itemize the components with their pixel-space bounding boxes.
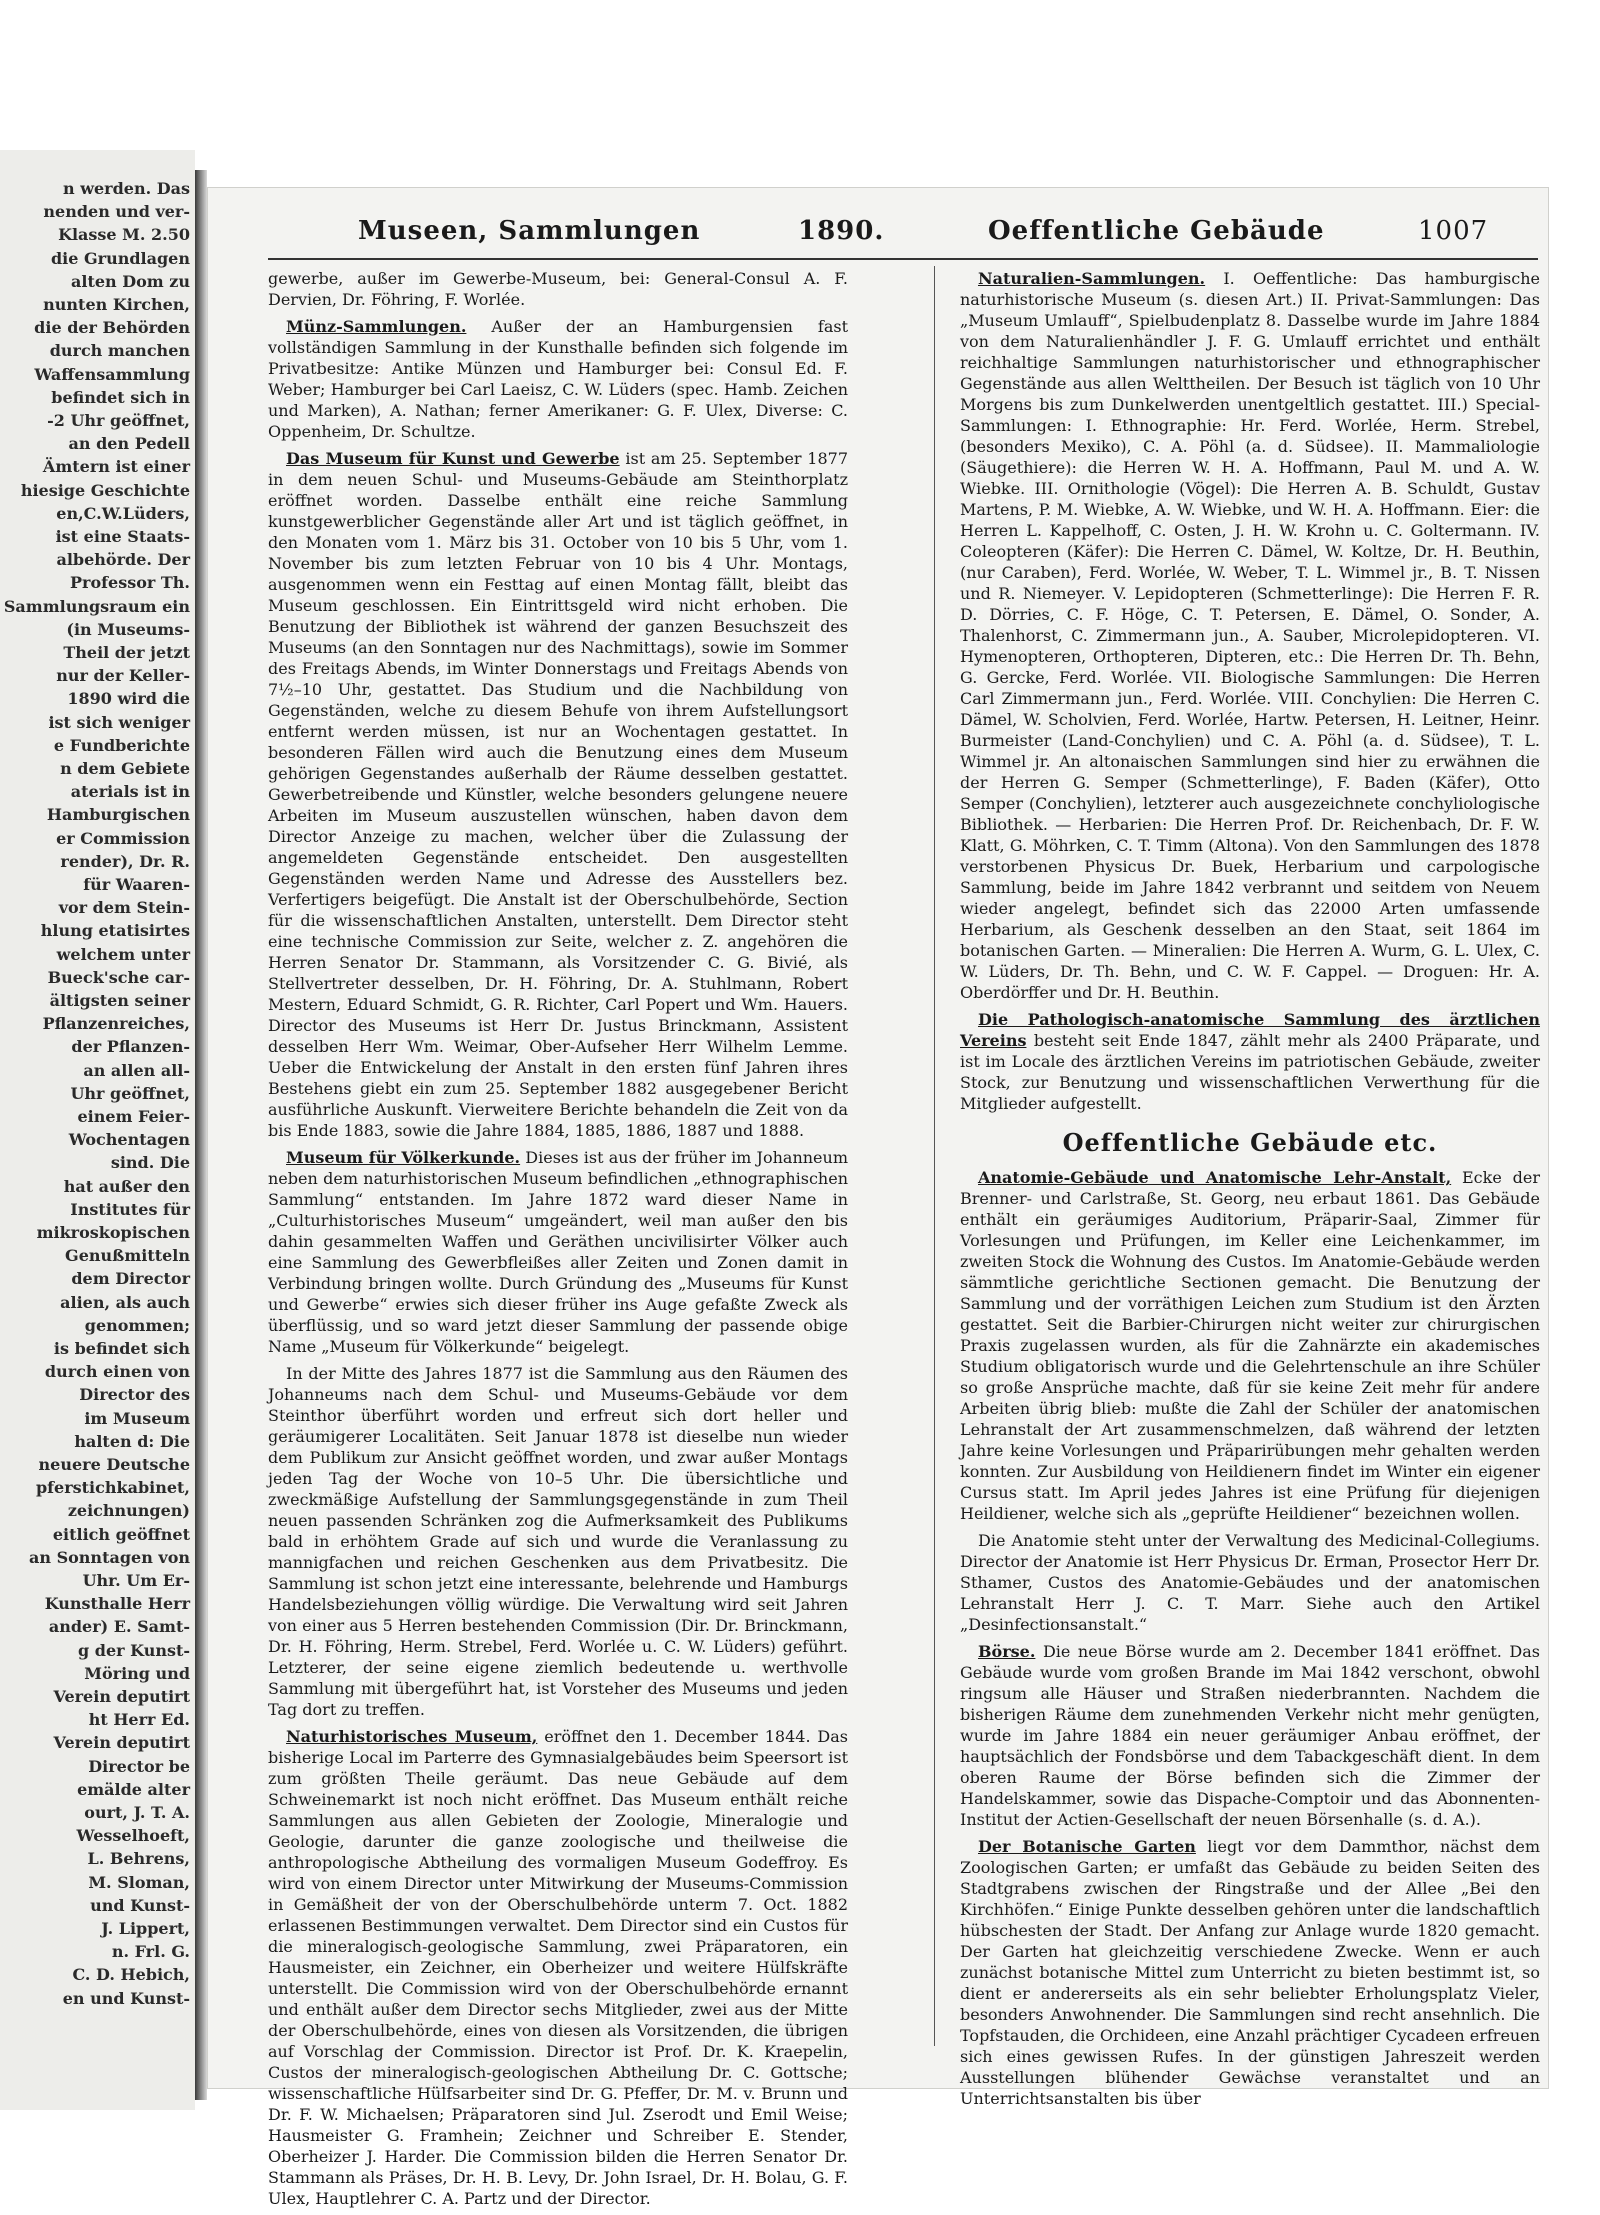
paragraph-lead: Münz-Sammlungen. <box>286 317 467 336</box>
left-page-line: e Fundberichte <box>53 735 190 755</box>
left-page-line: nur der Keller- <box>56 666 190 686</box>
left-page-line: en,C.W.Lüders, <box>56 503 190 523</box>
section-title: Oeffentliche Gebäude etc. <box>1062 1128 1438 1157</box>
paragraph-lead: Der Botanische Garten <box>978 1837 1196 1856</box>
left-page-line: Möring und <box>84 1663 190 1683</box>
paragraph <box>268 448 848 1141</box>
left-page-line: die der Behörden <box>34 318 190 338</box>
paragraph-text: Die Anatomie steht unter der Verwaltung des Medicinal-Collegiums. Director der Anatomie ist Herr Physicus Dr. Erman, Prosector Herr Dr. Sthamer, Custos des Anatomie-Gebäudes und der anatomischen Lehranstalt Herr J. C. T. Marr. Siehe auch den Artikel „Desinfectionsanstalt.“ <box>960 1531 1540 1634</box>
paragraph <box>960 1009 1540 1114</box>
right-page <box>208 188 1548 2208</box>
left-page-line: albehörde. Der <box>56 550 190 570</box>
left-page-line: Genußmitteln <box>65 1246 190 1266</box>
paragraph-text: Dieses ist aus der früher im Johanneum neben dem naturhistorischen Museum befindlichen „ethnographischen Sammlung“ entstanden. Im Jahre 1872 ward dieser Name in „Culturhistorisches Museum“ umgeändert, weil man außer den bis dahin gesammelten Waffen und Geräthen uncivilisirter Völker auch eine Sammlung des Gewerbfleißes aller Zeiten und Zonen damit in Verbindung bringen wollte. Durch Gründung des „Museums für Kunst und Gewerbe“ erwies sich dieser früher ins Auge gefaßte Zweck als überflüssig, und so ward jetzt dieser Sammlung der passende obige Name „Museum für Völkerkunde“ beigelegt. <box>268 1148 848 1356</box>
left-page-line: an den Pedell <box>68 434 190 454</box>
paragraph <box>960 1530 1540 1635</box>
left-page-line: durch manchen <box>49 341 190 361</box>
left-page-line: im Museum <box>84 1408 190 1428</box>
left-page-line: neuere Deutsche <box>38 1455 190 1474</box>
left-page-line: befindet sich in <box>51 387 190 407</box>
paragraph-text: eröffnet den 1. December 1844. Das bisherige Local im Parterre des Gymnasialgebäudes beim Speersort ist zum größten Theile geräumt. Das neue Gebäude auf dem Schweinemarkt ist noch nicht eröffnet. Das Museum enthält reiche Sammlungen aus allen Gebieten der Zoologie, Mineralogie und Geologie, darunter die ganze zoologische und theilweise die anthropologische Abtheilung des vormaligen Museum Godeffroy. Es wird von einem Director unter Mitwirkung der Museums-Commission in Gemäßheit der von der Oberschulbehörde unterm 7. Oct. 1882 erlassenen Bestimmungen verwaltet. Dem Director sind ein Custos für die mineralogisch-geologische Sammlung, zwei Präparatoren, ein Hausmeister, ein Zeichner, ein Oberheizer und weitere Hülfskräfte unterstellt. Die Commission wird von der Oberschulbehörde ernannt und enthält außer dem Director sechs Mitglieder, zwei aus der Mitte der Oberschulbehörde, eines von diesen als Vorsitzenden, die übrigen auf Vorschlag der Commission. Director ist Prof. Dr. K. Kraepelin, Custos der mineralogisch-geologischen Abtheilung Dr. C. Gottsche; wissenschaftliche Hülfsarbeiter sind Dr. G. Pfeffer, Dr. M. v. Brunn und Dr. F. W. Michaelsen; Präparatoren sind Jul. Zserodt und Emil Weise; Hausmeister G. Framhein; Zeichner und Schreiber E. Stender, Oberheizer J. Harder. Die Commission bilden die Herren Senator Dr. Stammann als Präses, Dr. H. B. Levy, Dr. John Israel, Dr. H. Bolau, G. F. Ulex, Hauptlehrer C. A. Partz und der Director. <box>268 1727 848 2208</box>
left-page-line: is befindet sich <box>53 1339 190 1358</box>
left-page-line: Wesselhoeft, <box>76 1826 190 1846</box>
left-page-line: Institutes für <box>70 1199 190 1219</box>
paragraph <box>960 1836 1540 2109</box>
left-page-line: nunten Kirchen, <box>43 295 190 314</box>
left-page-line: n dem Gebiete <box>60 759 190 778</box>
left-page-line: eitlich geöffnet <box>52 1524 190 1544</box>
paragraph-text: ist am 25. September 1877 in dem neuen Schul- und Museums-Gebäude am Steinthorplatz eröffnet worden. Dasselbe enthält eine reiche Sammlung kunstgewerblicher Gegenstände aller Art und ist täglich geöffnet, in den Monaten vom 1. März bis 31. October von 10 bis 5 Uhr, vom 1. November bis zum letzten Februar von 10 bis 4 Uhr. Montags, ausgenommen wenn ein Festtag auf einen Montag fällt, bleibt das Museum geschlossen. Ein Eintrittsgeld wird nicht erhoben. Die Benutzung der Bibliothek ist während der ganzen Besuchszeit des Museums (an den Sonntagen nur des Nachmittags), sowie im Sommer des Freitags Abends, im Winter Donnerstags und Freitags Abends von 7½–10 Uhr, gestattet. Das Studium und die Nachbildung von Gegenständen, welche zu diesem Behufe von ihrem Aufstellungsort entfernt werden müssen, ist nur an Wochentagen gestattet. In besonderen Fällen wird auch die Benutzung eines dem Museum gehörigen Gegenstandes außerhalb der Räume desselben gestattet. Gewerbetreibende und Künstler, welche besonders gelungene neuere Arbeiten im Museum auszustellen wünschen, haben davon dem Director Anzeige zu machen, welcher über die Zulassung der angemeldeten Gegenstände entscheidet. Den ausgestellten Gegenständen werden Name und Adresse des Ausstellers bez. Verfertigers beigefügt. Die Anstalt ist der Oberschulbehörde, Section für die wissenschaftlichen Anstalten, unterstellt. Dem Director steht eine technische Commission zur Seite, welcher z. Z. angehören die Herren Senator Dr. Stammann, als Vorsitzender C. G. Bivié, als Stellvertreter desselben, Dr. H. Föhring, Dr. A. Stuhlmann, Robert Mestern, Eduard Schmidt, G. R. Richter, Carl Popert und Wm. Hauers. Director des Museums ist Herr Dr. Justus Brinckmann, Assistent desselben Herr Wm. Weimar, Ober-Aufseher Herr Wilhelm Lemme. Ueber die Entwickelung der Anstalt in den ersten fünf Jahren ihres Bestehens giebt ein zum 25. September 1882 ausgegebener Bericht ausführliche Auskunft. Vierweitere Berichte behandeln die Zeit von da bis Ende 1883, sowie die Jahre 1884, 1885, 1886, 1887 und 1888. <box>268 449 849 1140</box>
paragraph-text: Außer der an Hamburgensien fast vollständigen Sammlung in der Kunsthalle befinden sich folgende im Privatbesitze: Antike Münzen und Hamburger bei: Consul Ed. F. Weber; Hamburger bei Carl Laeisz, C. W. Lüders (spec. Hamb. Zeichen und Marken), A. Nathan; ferner Amerikaner: G. F. Ulex, Diverse: C. Oppenheim, Dr. Schultze. <box>268 317 848 441</box>
left-page-line: an Sonntagen von <box>29 1547 190 1567</box>
left-page-line: g der Kunst- <box>78 1640 190 1660</box>
left-page-line: nenden und ver- <box>43 202 190 222</box>
left-column <box>268 268 848 2215</box>
header-rule <box>268 258 1538 260</box>
left-page-line: die Grundlagen <box>50 248 190 268</box>
paragraph-text: liegt vor dem Dammthor, nächst dem Zoologischen Garten; er umfaßt das Gebäude zu beiden Seiten des Stadtgrabens zwischen der Ringstraße und der Allee „Bei den Kirchhöfen.“ Einige Punkte desselben gehören unter die landschaftlich hübschesten der Stadt. Der Anfang zur Anlage wurde 1820 gemacht. Der Garten hat gleichzeitig verschiedene Zwecke. Wenn er auch zunächst botanische Mittel zum Unterricht zu bieten bestimmt ist, so dient er andererseits als ein sehr beliebter Erholungsplatz Vieler, besonders Anwohnender. Die Sammlungen sind recht ansehnlich. Die Topfstauden, die Orchideen, eine Anzahl prächtiger Cycadeen erfreuen sich eines gewissen Rufes. In der günstigen Jahreszeit werden Ausstellungen blühender Gewächse veranstaltet und an Unterrichtsanstalten bis über <box>960 1837 1540 2108</box>
left-page-line: hlung etatisirtes <box>40 921 190 941</box>
right-column-top <box>960 268 1540 1114</box>
left-page-line: M. Sloman, <box>88 1872 190 1892</box>
left-page-line: emälde alter <box>77 1779 190 1799</box>
left-page-line: Verein deputirt <box>53 1733 190 1753</box>
left-page-line: an allen all- <box>83 1060 190 1080</box>
right-column <box>960 268 1540 2115</box>
paragraph <box>960 1167 1540 1524</box>
left-page-line: zeichnungen) <box>67 1501 190 1521</box>
paragraph <box>268 1363 848 1720</box>
left-page-line: ht Herr Ed. <box>88 1710 190 1730</box>
left-page-line: sind. Die <box>110 1153 190 1173</box>
paragraph-lead: Das Museum für Kunst und Gewerbe <box>286 449 620 468</box>
left-page-line: ältigsten seiner <box>49 991 190 1010</box>
paragraph-lead: Museum für Völkerkunde. <box>286 1148 521 1167</box>
left-page-line: Uhr. Um Er- <box>82 1571 190 1590</box>
left-page-line: (in Museums- <box>66 619 190 639</box>
left-page-line: J. Lippert, <box>101 1919 190 1938</box>
left-page-line: Pflanzenreiches, <box>42 1014 190 1034</box>
left-page-line: Hamburgischen <box>46 805 190 825</box>
left-page-line: alten Dom zu <box>71 271 190 291</box>
left-page-line: einem Feier- <box>77 1107 190 1126</box>
left-page-line: 1890 wird die <box>67 689 190 709</box>
left-page-line: genommen; <box>84 1315 190 1335</box>
left-page-line: Kunsthalle Herr <box>44 1594 190 1614</box>
left-page-line: er Commission <box>56 828 190 848</box>
book-gutter <box>195 170 207 2100</box>
left-page-line: Director be <box>88 1756 190 1776</box>
paragraph-lead: Börse. <box>978 1642 1036 1661</box>
left-page-line: ist sich weniger <box>48 712 190 732</box>
left-page-line: Professor Th. <box>70 573 190 593</box>
column-divider <box>934 266 935 2046</box>
left-page-line: Waffensammlung <box>34 364 190 384</box>
paragraph-lead: Naturalien-Sammlungen. <box>978 269 1206 288</box>
paragraph-text: Ecke der Brenner- und Carlstraße, St. Georg, neu erbaut 1861. Das Gebäude enthält ein geräumiges Auditorium, Präparir-Saal, Zimmer für Vorlesungen und Prüfungen, im Keller eine Leichenkammer, im zweiten Stock die Wohnung des Custos. Im Anatomie-Gebäude werden sämmtliche gerichtliche Sectionen gemacht. Die Benutzung der Sammlung und der vorräthigen Leichen zum Studium ist den Ärzten gestattet. Seit die Barbier-Chirurgen nicht weiter zur chirurgischen Praxis zugelassen wurden, als für die Zahnärzte ein akademisches Studium obligatorisch wurde und die Gelehrtenschule an ihre Schüler so große Ansprüche machte, daß für sie keine Zeit mehr für andere Arbeiten übrig blieb: mußte die Zahl der Schüler der anatomischen Lehranstalt der Art zusammenschmelzen, daß während der letzten Jahre keine Vorlesungen und Präparirübungen mehr gehalten werden konnten. Zur Ausbildung von Heildienern findet im Winter ein eigener Cursus statt. Im April jedes Jahres ist eine Prüfung für diejenigen Heildiener, welche sich als „geprüfte Heildiener“ bezeichnen wollen. <box>960 1168 1540 1523</box>
left-page-line: Bueck'sche car- <box>47 967 190 987</box>
header-left-title: Museen, Sammlungen <box>358 216 701 246</box>
left-page-line: Director des <box>79 1385 190 1405</box>
paragraph <box>268 316 848 442</box>
left-page-line: Sammlungsraum ein <box>3 596 190 616</box>
left-page-line: pferstichkabinet, <box>35 1478 190 1498</box>
right-column-bottom <box>960 1167 1540 2109</box>
left-page-fragment <box>0 150 195 2110</box>
left-page-line: ist eine Staats- <box>55 527 190 546</box>
paragraph <box>268 268 848 310</box>
running-header <box>268 216 1538 256</box>
left-page-line: alien, als auch <box>60 1292 190 1312</box>
paragraph-lead: Die Pathologisch-anatomische Sammlung des ärztlichen Vereins <box>960 1010 1540 1050</box>
left-page-line: aterials ist in <box>70 782 190 802</box>
header-year: 1890. <box>798 216 885 246</box>
left-page-line: für Waaren- <box>83 875 190 894</box>
paragraph-text: I. Oeffentliche: Das hamburgische naturhistorische Museum (s. diesen Art.) II. Privat-Sammlungen: Das „Museum Umlauff“, Spielbudenplatz 8. Dasselbe wurde im Jahre 1884 von dem Naturalienhändler J. F. G. Umlauff errichtet und enthält reichhaltige Sammlungen naturhistorischer und ethnographischer Gegenstände aus allen Welttheilen. Der Besuch ist täglich von 10 Uhr Morgens bis zum Dunkelwerden unentgeltlich gestattet. III.) Special-Sammlungen: I. Ethnographie: Hr. Ferd. Worlée, Herm. Strebel, (besonders Mexiko), C. A. Pöhl (a. d. Südsee). II. Mammaliologie (Säugethiere): die Herren W. H. A. Hoffmann, Paul M. und A. W. Wiebke. III. Ornithologie (Vögel): Die Herren A. B. Schuldt, Gustav Martens, P. M. Wiebke, A. W. Wiebke, und W. H. A. Hoffmann. Eier: die Herren L. Kappelhoff, C. Osten, J. H. W. Krohn u. C. Goltermann. IV. Coleopteren (Käfer): Die Herren C. Dämel, W. Koltze, Dr. H. Beuthin, (nur Caraben), Ferd. Worlée, W. Weber, T. L. Wimmel jr., B. T. Nissen und R. Niemeyer. V. Lepidopteren (Schmetterlinge): Die Herren F. R. D. Dörries, C. F. Höge, C. T. Petersen, E. Dämel, O. Sonder, A. Thalenhorst, C. Zimmermann jun., A. Sauber, Microlepidopteren. VI. Hymenopteren, Orthopteren, Dipteren, etc.: Die Herren Dr. Th. Behn, G. Gercke, Ferd. Worlée. VII. Biologische Sammlungen: Die Herren Carl Zimmermann jun., Ferd. Worlée. VIII. Conchylien: Die Herren C. Dämel, W. Scholvien, Ferd. Worlée, Hartw. Petersen, H. Leitner, Heinr. Burmeister (Land-Conchylien) und C. A. Pöhl (a. d. Südsee), T. L. Wimmel jr. An altonaischen Sammlungen sind hier zu erwähnen die der Herren G. Semper (Schmetterlinge), F. Baden (Käfer), Otto Semper (Conchylien), letzterer auch ausgezeichnete conchyliologische Bibliothek. — Herbarien: Die Herren Prof. Dr. Reichenbach, Dr. F. W. Klatt, G. Möhrken, C. T. Timm (Altona). Von den Sammlungen des 1878 verstorbenen Physicus Dr. Buek, Herbarium und carpologische Sammlung, beide im Jahre 1842 verbrannt und seitdem von Neuem wieder angelegt, befindet sich das 22000 Arten umfassende Herbarium, als Geschenk desselben an den Staat, seit 1864 im botanischen Garten. — Mineralien: Die Herren A. Wurm, G. L. Ulex, C. W. Lüders, Dr. Th. Behn, und C. W. F. Cappel. — Droguen: Hr. A. Oberdörffer und Dr. H. Beuthin. <box>960 269 1540 1002</box>
left-page-line: hiesige Geschichte <box>20 480 190 500</box>
paragraph-lead: Naturhistorisches Museum, <box>286 1727 538 1746</box>
paragraph-text: besteht seit Ende 1847, zählt mehr als 2400 Präparate, und ist im Locale des ärztlichen Vereins im patriotischen Gebäude, zweiter Stock, zur Benutzung und wissenschaftlichen Verwerthung für die Mitglieder aufgestellt. <box>960 1031 1541 1113</box>
left-page-line: Uhr geöffnet, <box>70 1083 190 1103</box>
left-page-line: Wochentagen <box>68 1130 190 1150</box>
left-page-line: L. Behrens, <box>87 1849 190 1869</box>
left-page-line: Ämtern ist einer <box>42 457 190 477</box>
left-page-line: der Pflanzen- <box>71 1037 190 1057</box>
paragraph <box>268 1726 848 2209</box>
paragraph-text: In der Mitte des Jahres 1877 ist die Sammlung aus den Räumen des Johanneums nach dem Schul- und Museums-Gebäude vor dem Steinthor überführt worden und erfreut sich dort heller und geräumigerer Localitäten. Seit Januar 1878 ist dieselbe nun wieder dem Publikum zur Ansicht geöffnet worden, und zwar außer Montags jeden Tag der Woche von 10–5 Uhr. Die übersichtliche und zweckmäßige Aufstellung der Sammlungsgegenstände in zum Theil neuen passenden Schränken zog die Aufmerksamkeit des Publikums bald in erhöhtem Grade auf sich und wurde die Veranlassung zu mannigfachen und reichen Geschenken aus dem Privatbesitz. Die Sammlung ist schon jetzt eine interessante, belehrende und Hamburgs Handelsbeziehungen völlig würdige. Die Verwaltung wird seit Jahren von einer aus 5 Herren bestehenden Commission (Dir. Dr. Brinckmann, Dr. H. Föhring, Herm. Strebel, Ferd. Worlée u. C. W. Lüders) geführt. Letzterer, der seine eigene ziemlich bedeutende u. werthvolle Sammlung mit übergeführt hat, ist Vorsteher des Museums und jeden Tag dort zu treffen. <box>268 1364 848 1719</box>
page-number: 1007 <box>1418 216 1489 246</box>
left-page-line: ander) E. Samt- <box>48 1617 190 1637</box>
paragraph-text: Die neue Börse wurde am 2. December 1841 eröffnet. Das Gebäude wurde vom großen Brande im Mai 1842 verschont, obwohl ringsum alle Häuser und Straßen niederbrannten. Nachdem die bisherigen Räume dem zunehmenden Verkehr nicht mehr genügten, wurde im Jahre 1884 ein neuer geräumiger Anbau eröffnet, der hauptsächlich der Fondsbörse und dem Tabackgeschäft dient. In dem oberen Raume der Börse befinden sich die Zimmer der Handelskammer, sowie das Dispache-Comptoir und das Abonnenten-Institut der Actien-Gesellschaft der neuen Börsenhalle (s. d. A.). <box>960 1642 1540 1829</box>
left-page-line: und Kunst- <box>90 1895 190 1915</box>
header-right-title: Oeffentliche Gebäude <box>988 216 1325 246</box>
left-page-line: Klasse M. 2.50 <box>58 225 190 245</box>
left-page-line: render), Dr. R. <box>60 851 190 871</box>
left-page-line: hat außer den <box>63 1176 190 1196</box>
left-page-line: ourt, J. T. A. <box>84 1803 190 1822</box>
left-page-line: vor dem Stein- <box>58 898 190 918</box>
left-page-line: halten d: Die <box>74 1431 190 1451</box>
left-page-line: -2 Uhr geöffnet, <box>47 411 190 430</box>
left-page-line: welchem unter <box>56 944 190 964</box>
left-page-line: n werden. Das <box>63 179 190 198</box>
paragraph <box>960 268 1540 1003</box>
left-page-line: en und Kunst- <box>62 1988 190 2008</box>
paragraph-text: gewerbe, außer im Gewerbe-Museum, bei: General-Consul A. F. Dervien, Dr. Föhring, F. Worlée. <box>268 269 848 309</box>
paragraph <box>268 1147 848 1357</box>
left-page-line: n. Frl. G. <box>111 1942 190 1962</box>
left-page-line: dem Director <box>71 1269 190 1289</box>
left-page-line: durch einen von <box>44 1362 190 1382</box>
left-page-line: C. D. Hebich, <box>72 1965 190 1985</box>
left-page-line: Verein deputirt <box>53 1687 190 1706</box>
left-page-line: mikroskopischen <box>36 1223 190 1242</box>
left-page-line: Theil der jetzt <box>63 643 190 662</box>
paragraph <box>960 1641 1540 1830</box>
paragraph-lead: Anatomie-Gebäude und Anatomische Lehr-Anstalt, <box>978 1168 1452 1187</box>
